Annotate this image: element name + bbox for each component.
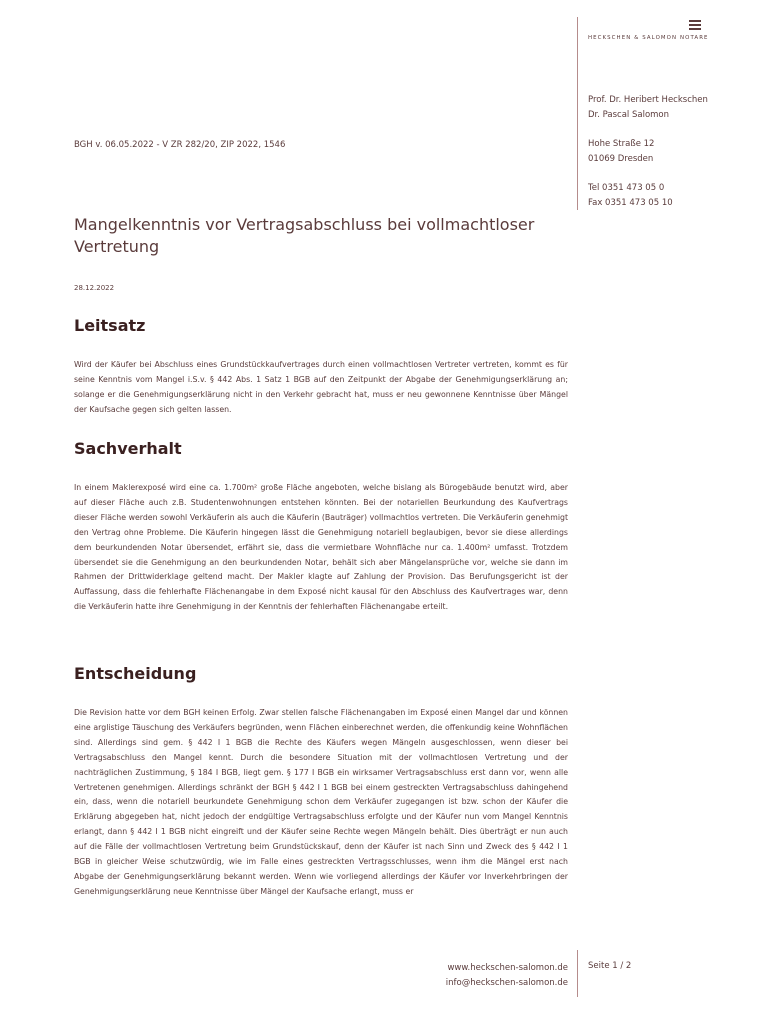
contact-city: 01069 Dresden xyxy=(588,154,654,164)
footer-website-link[interactable]: www.heckschen-salomon.de xyxy=(447,963,568,973)
contact-fax: Fax 0351 473 05 10 xyxy=(588,198,673,208)
footer-links xyxy=(446,961,568,991)
contact-name: Dr. Pascal Salomon xyxy=(588,110,670,120)
page-number: Seite 1 / 2 xyxy=(588,961,632,971)
contact-name: Prof. Dr. Heribert Heckschen xyxy=(588,95,708,105)
contact-phone: Tel 0351 473 05 0 xyxy=(588,183,665,193)
logo-mark-icon xyxy=(689,20,701,32)
contact-block xyxy=(588,93,708,211)
contact-street: Hohe Straße 12 xyxy=(588,139,655,149)
document-date: 28.12.2022 xyxy=(74,284,115,292)
footer-divider-line xyxy=(577,950,578,997)
firm-logo xyxy=(588,20,733,46)
footer-email-link[interactable]: info@heckschen-salomon.de xyxy=(445,978,568,988)
section-heading-leitsatz: Leitsatz xyxy=(74,316,146,335)
section-text-sachverhalt: In einem Maklerexposé wird eine ca. 1.700m² große Fläche angeboten, welche bislang als Bürogebäude benutzt wird, aber auf dieser Fläche auch z.B. Studentenwohnungen entstehen könnten. Bei der notariellen Beurkundung des Kaufvertrags dieser Fläche werden sowohl Verkäuferin als auch die Käuferin (Bauträger) vollmachtlos vertreten. Die Verkäuferin genehmigt den Vertrag ohne Probleme. Die Käuferin hingegen lässt die Genehmigung notariell beglaubigen, bevor sie diese allerdings dem beurkundenden Notar übersendet, erfährt sie, dass die vermietbare Wohnfläche nur ca. 1.400m² umfasst. Trotzdem übersendet sie die Genehmigung an den beurkundenden Notar, behält sich aber Mängelansprüche vor, welche sie dann im Rahmen der Drittwiderklage geltend macht. Der Makler klagte auf Zahlung der Provision. Das Berufungsgericht ist der Auffassung, dass die fehlerhafte Flächenangabe in dem Exposé nicht kausal für den Abschluss des Kaufvertrages war, denn die Verkäuferin hatte ihre Genehmigung in der Kenntnis der fehlerhaften Flächenangabe erteilt. xyxy=(74,483,568,612)
document-title: Mangelkenntnis vor Vertragsabschluss bei vollmachtloser Vertretung xyxy=(74,215,535,256)
section-heading-sachverhalt: Sachverhalt xyxy=(74,439,182,458)
section-text-leitsatz: Wird der Käufer bei Abschluss eines Grundstückkaufvertrages durch einen vollmachtlosen Vertreter vertreten, kommt es für seine Kenntnis vom Mangel i.S.v. § 442 Abs. 1 Satz 1 BGB auf den Zeitpunkt der Abgabe der Genehmigungserklärung an; solange er die Genehmigungserklärung nicht in den Verkehr gebracht hat, muss er neu gewonnene Kenntnisse über Mängel der Kaufsache gegen sich gelten lassen. xyxy=(74,360,568,414)
section-heading-entscheidung: Entscheidung xyxy=(74,664,197,683)
logo-text: HECKSCHEN & SALOMON NOTARE xyxy=(588,35,709,41)
case-reference: BGH v. 06.05.2022 - V ZR 282/20, ZIP 2022, 1546 xyxy=(74,140,286,150)
header-divider-line xyxy=(577,17,578,210)
section-text-entscheidung: Die Revision hatte vor dem BGH keinen Erfolg. Zwar stellen falsche Flächenangaben im Exposé einen Mangel dar und können eine arglistige Täuschung des Verkäufers begründen, wenn Flächen einberechnet werden, die offenkundig keine Wohnflächen sind. Allerdings sind gem. § 442 I 1 BGB die Rechte des Käufers wegen Mängeln ausgeschlossen, wenn dieser bei Vertragsabschluss den Mangel kennt. Durch die besondere Situation mit der vollmachtlosen Vertretung und der nachträglichen Zustimmung, § 184 I BGB, liegt gem. § 177 I BGB ein wirksamer Vertragsabschluss erst dann vor, wenn alle Vertretenen genehmigen. Allerdings schränkt der BGH § 442 I 1 BGB bei einem gestreckten Vertragsabschluss dahingehend ein, dass, wenn die notariell beurkundete Genehmigung schon dem Verkäufer zugegangen ist bzw. schon der Käufer die Erklärung abgegeben hat, nicht jedoch der endgültige Vertragsabschluss erfolgte und der Käufer nun vom Mangel Kenntnis erlangt, dann § 442 I 1 BGB nicht eingreift und der Käufer seine Rechte wegen Mängeln behält. Dies überträgt er nun auch auf die Fälle der vollmachtlosen Vertretung beim Grundstückskauf, denn der Käufer ist nach Sinn und Zweck des § 442 I 1 BGB in gleicher Weise schutzwürdig, wie im Falle eines gestreckten Vertragsschlusses, wenn ihm die Mängel erst nach Abgabe der Genehmigungserklärung bekannt werden. Wenn wie vorliegend allerdings der Käufer vor Inverkehrbringen der Genehmigungserklärung neue Kenntnisse über Mängel der Kaufsache erlangt, muss er xyxy=(74,708,568,896)
